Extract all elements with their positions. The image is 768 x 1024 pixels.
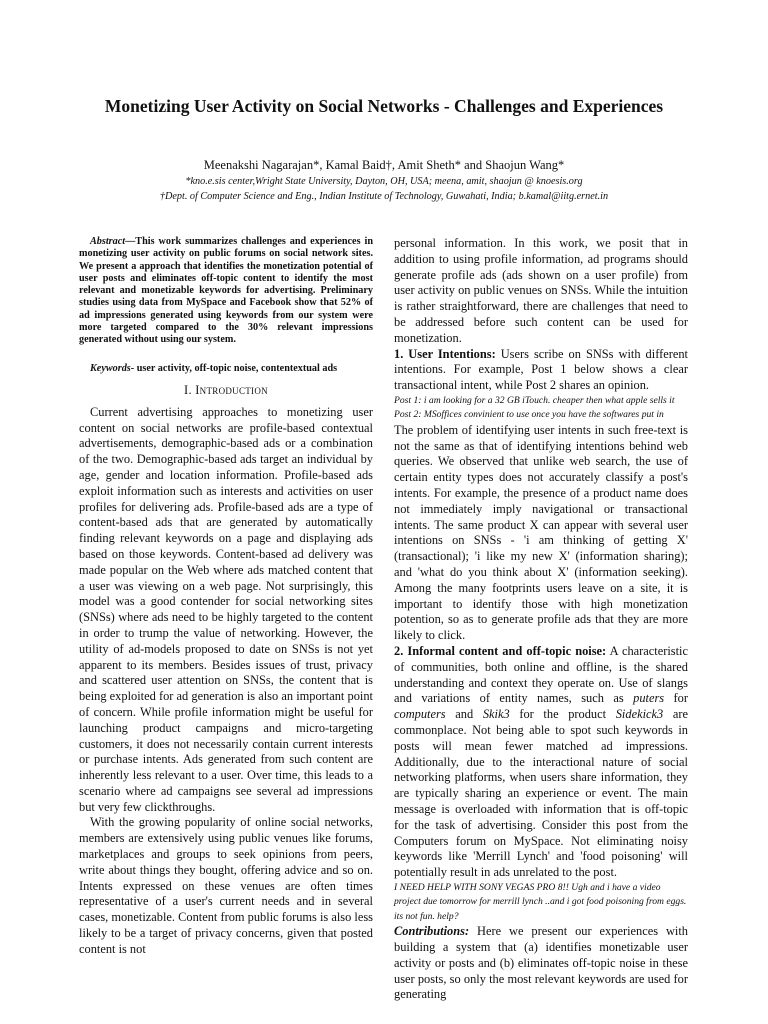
user-intentions-followup: The problem of identifying user intents in such free-text is not the same as that of identifying intentions behind web queries. We observed that unlike web search, the use of certain entity types does not accurately classify a post's intents. For example, the presence of a product name does not immediately imply navigational or transactional intents. The same product X can appear with several user intentions on SNSs - 'i am thinking of getting X' (transactional); 'i like my new X' (information sharing); and 'what do you think about X' (information seeking). Among the many footprints users leave on a site, it is important to identify those with high monetization potention, so as to generate profile ads that they are more likely to click. xyxy=(394,422,688,643)
user-intentions-text: Users scribe on SNSs with different intentions. For example, Post 1 below shows a clear transactional intent, while Post 2 shares an opinion. xyxy=(394,346,688,393)
informal-content-label: 2. Informal content and off-topic noise: xyxy=(394,643,607,658)
slang-reference: Sidekick3 xyxy=(615,707,664,722)
contributions-label: Contributions: xyxy=(394,924,470,939)
intro-paragraph-2: With the growing popularity of online social networks, members are extensively using public venues like forums, marketplaces and groups to seek opinions from peers, write about things they bought, offering advice and so on. Intents expressed on these venues are often times representative of a user's current needs and in several cases, monetizable. Content from public forums is also less likely to be a target of privacy concerns, given that posted content is not xyxy=(79,815,373,956)
intro-paragraph-3: personal information. In this work, we posit that in addition to using profile information, ad programs should generate profile ads (ads shown on a user profile) from user activity on public venues on SNSs. While the intuition is rather straightforward, there are challenges that need to be addressed before such content can be used for monetization. xyxy=(394,236,688,345)
example-post-1: Post 1: i am looking for a 32 GB iTouch. cheaper then what apple sells it xyxy=(394,394,675,406)
informal-content-text: for the product xyxy=(509,707,616,722)
slang-term: Skik3 xyxy=(482,707,510,722)
intro-paragraph-1: Current advertising approaches to monetizing user content on social networks are profile-based contextual advertisements, demographic-based ads or a combination of the two. Demographic-based ads target an individual by age, gender and location information. Profile-based ads exploit information such as interests and activities on user profiles for delivering ads. Profile-based ads are a type of content-based ads that are generated by automatically finding relevant keywords on a page and displaying ads based on those keywords. Content-based ad delivery was made popular on the Web where ads matched content that a user was viewing on a web page. Not surprisingly, this model was a good contender for social networking sites (SNSs) where ads need to be highly targeted to the content in order to trump the value of networking. However, the utility of ad-models proposed to date on SNSs is not yet apparent to its members. Besides issues of trust, privacy and scattered user attention on SNSs, the content that is being exploited for ad generation is also an important point of concern. While profile information might be useful for launching product campaigns and micro-targeting customers, it does not necessarily contain current interests or purchase intents. Ads generated from such content are inherently less relevant to a user. Over time, this leads to a scenario where ad campaigns see several ad impressions but very few clickthroughs. xyxy=(79,404,373,814)
informal-content-text: and xyxy=(445,707,483,722)
left-column xyxy=(79,236,373,958)
keywords xyxy=(79,363,373,375)
example-post-3: I NEED HELP WITH SONY VEGAS PRO 8!! Ugh and i have a video project due tomorrow for merrill lynch ..and i got food poisoning from eggs. its not fun. help? xyxy=(394,881,687,922)
keywords-text: - user activity, off-topic noise, contentextual ads xyxy=(130,362,338,374)
informal-content-text: are commonplace. Not being able to spot such keywords in posts will mean fewer matched ad impressions. Additionally, due to the interactional nature of social networking platforms, when users share information, they are typically sharing an experience or event. The main message is overloaded with information that is off-topic for the task of advertising. Consider this post from the Computers forum on MySpace. Not eliminating noisy keywords like 'Merrill Lynch' and 'food poisoning' will potentially result in ads unrelated to the post. xyxy=(394,707,688,880)
slang-reference: computers xyxy=(394,707,446,722)
informal-content-paragraph xyxy=(394,644,688,881)
user-intentions-label: 1. User Intentions: xyxy=(394,346,496,361)
user-intentions-paragraph xyxy=(394,347,688,394)
abstract xyxy=(79,236,373,347)
affiliation-2: †Dept. of Computer Science and Eng., Indian Institute of Technology, Guwahati, India; b.kamal@iitg.ernet.in xyxy=(159,191,609,202)
right-column xyxy=(394,236,688,1003)
slang-term: puters xyxy=(633,691,665,706)
section-heading-introduction: I. Introduction xyxy=(184,382,268,397)
keywords-label: Keywords xyxy=(90,362,131,374)
affiliation-1: *kno.e.sis center,Wright State University, Dayton, OH, USA; meena, amit, shaojun @ knoesis.org xyxy=(185,176,583,187)
author-list: Meenakshi Nagarajan*, Kamal Baid†, Amit Sheth* and Shaojun Wang* xyxy=(203,158,565,172)
abstract-text: —This work summarizes challenges and experiences in monetizing user activity on public forums on social network sites. We present a approach that identifies the monetization potential of user posts and eliminates off-topic content to identify the most relevant and monetizable keywords for advertising. Preliminary studies using data from MySpace and Facebook show that 52% of ad impressions generated using keywords from our system were more targeted compared to the 30% relevant impressions generated without using our system. xyxy=(79,236,373,346)
contributions-paragraph xyxy=(394,924,688,1003)
contributions-text: Here we present our experiences with building a system that (a) identifies monetizable user activity or posts and (b) eliminates off-topic noise in these user posts, so only the most relevant keywords are used for generating xyxy=(394,924,688,1002)
informal-content-text: A characteristic of communities, both online and offline, is the shared understanding and context they operate on. Use of slangs and variations of entity names, such as xyxy=(394,643,688,706)
paper-title: Monetizing User Activity on Social Networks - Challenges and Experiences xyxy=(104,96,664,116)
informal-content-text: for xyxy=(664,691,688,706)
abstract-label: Abstract xyxy=(90,236,126,247)
example-post-2: Post 2: MSoffices convinient to use once you have the softwares put in xyxy=(394,409,664,421)
